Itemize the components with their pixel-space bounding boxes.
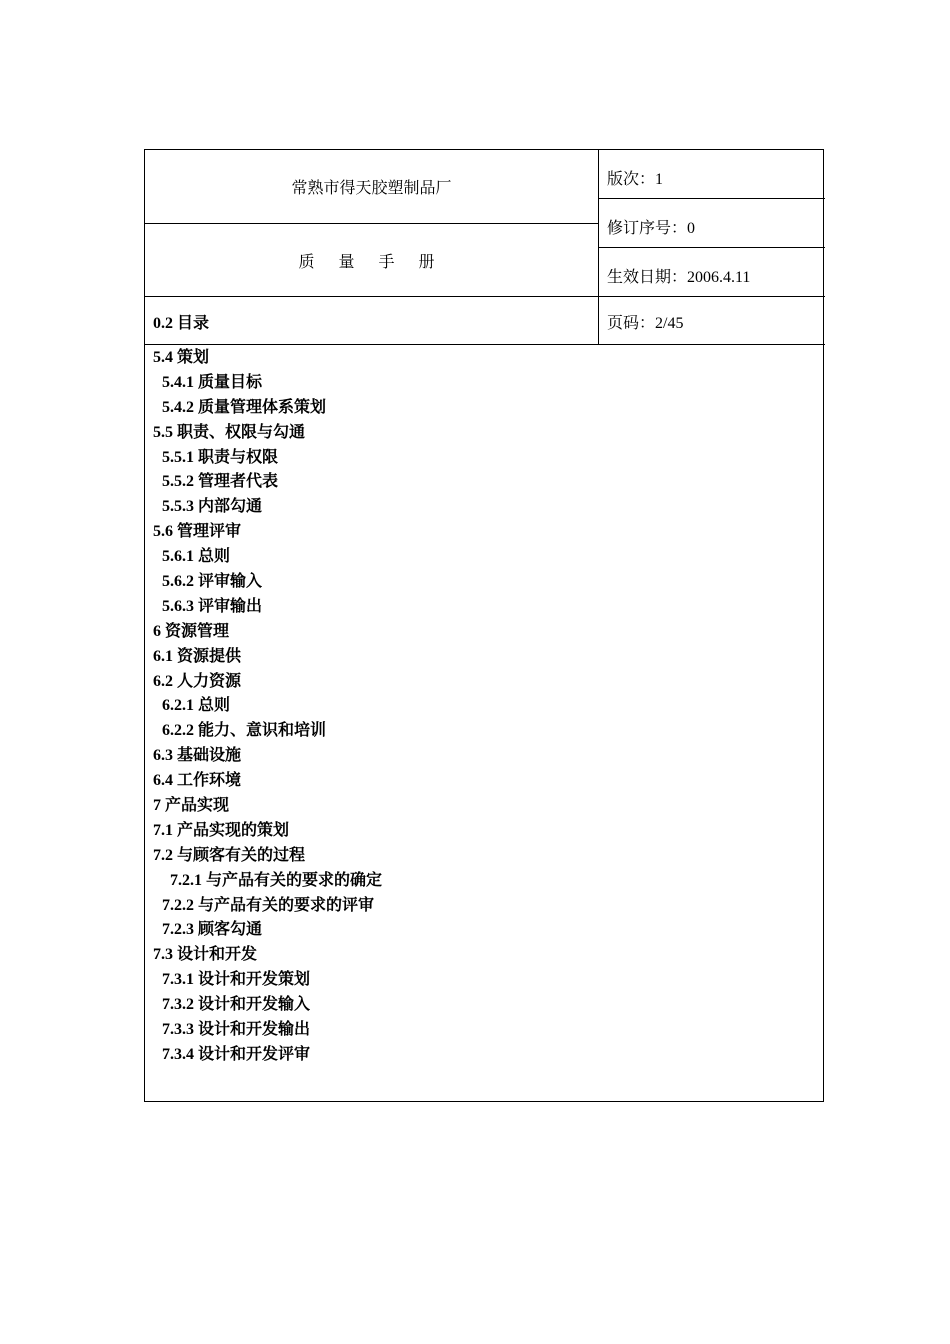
section-title: 0.2 目录 (153, 315, 210, 332)
toc-entry: 7.3.3 设计和开发输出 (162, 1021, 311, 1039)
toc-entry: 6 资源管理 (153, 622, 230, 640)
toc-entry: 5.5.2 管理者代表 (162, 473, 279, 491)
table-of-contents (153, 346, 382, 1068)
toc-entry: 5.4.2 质量管理体系策划 (162, 398, 327, 416)
effective-date-label: 生效日期：2006.4.11 (607, 269, 751, 286)
toc-entry: 5.6.2 评审输入 (162, 573, 263, 591)
manual-title: 质 量 手 册 (298, 254, 445, 271)
toc-entry: 7.2.3 顾客勾通 (162, 921, 263, 939)
toc-entry: 5.5.3 内部勾通 (162, 498, 263, 516)
toc-entry: 7 产品实现 (153, 797, 230, 815)
header-bottom-divider (145, 344, 825, 345)
toc-entry: 7.1 产品实现的策划 (153, 821, 290, 839)
toc-entry: 7.3.1 设计和开发策划 (162, 971, 311, 989)
revision-label: 修订序号：0 (607, 220, 696, 237)
toc-entry: 5.5.1 职责与权限 (162, 448, 279, 466)
toc-entry: 7.2.1 与产品有关的要求的确定 (170, 871, 383, 889)
toc-entry: 5.6 管理评审 (153, 523, 242, 541)
toc-entry: 7.3 设计和开发 (153, 946, 258, 964)
company-name: 常熟市得天胶塑制品厂 (291, 180, 452, 197)
toc-entry: 5.6.3 评审输出 (162, 597, 263, 615)
page-number: 页码：2/45 (607, 315, 684, 332)
toc-entry: 6.2 人力资源 (153, 672, 242, 690)
document-frame (144, 149, 824, 1102)
toc-entry: 5.5 职责、权限与勾通 (153, 423, 306, 441)
toc-entry: 7.2 与顾客有关的过程 (153, 846, 306, 864)
toc-entry: 6.3 基础设施 (153, 747, 242, 765)
header-row-divider-right-2 (598, 247, 825, 248)
toc-entry: 6.2.1 总则 (162, 697, 231, 715)
edition-label: 版次：1 (607, 171, 664, 188)
toc-entry: 7.3.2 设计和开发输入 (162, 996, 311, 1014)
toc-entry: 7.2.2 与产品有关的要求的评审 (162, 896, 375, 914)
toc-entry: 6.4 工作环境 (153, 772, 242, 790)
toc-entry: 5.4.1 质量目标 (162, 373, 263, 391)
toc-entry: 7.3.4 设计和开发评审 (162, 1045, 311, 1063)
toc-entry: 5.4 策划 (153, 349, 210, 366)
toc-entry: 6.2.2 能力、意识和培训 (162, 722, 327, 740)
toc-entry: 5.6.1 总则 (162, 548, 231, 566)
header-row-divider-right-1 (598, 198, 825, 199)
toc-entry: 6.1 资源提供 (153, 647, 242, 665)
